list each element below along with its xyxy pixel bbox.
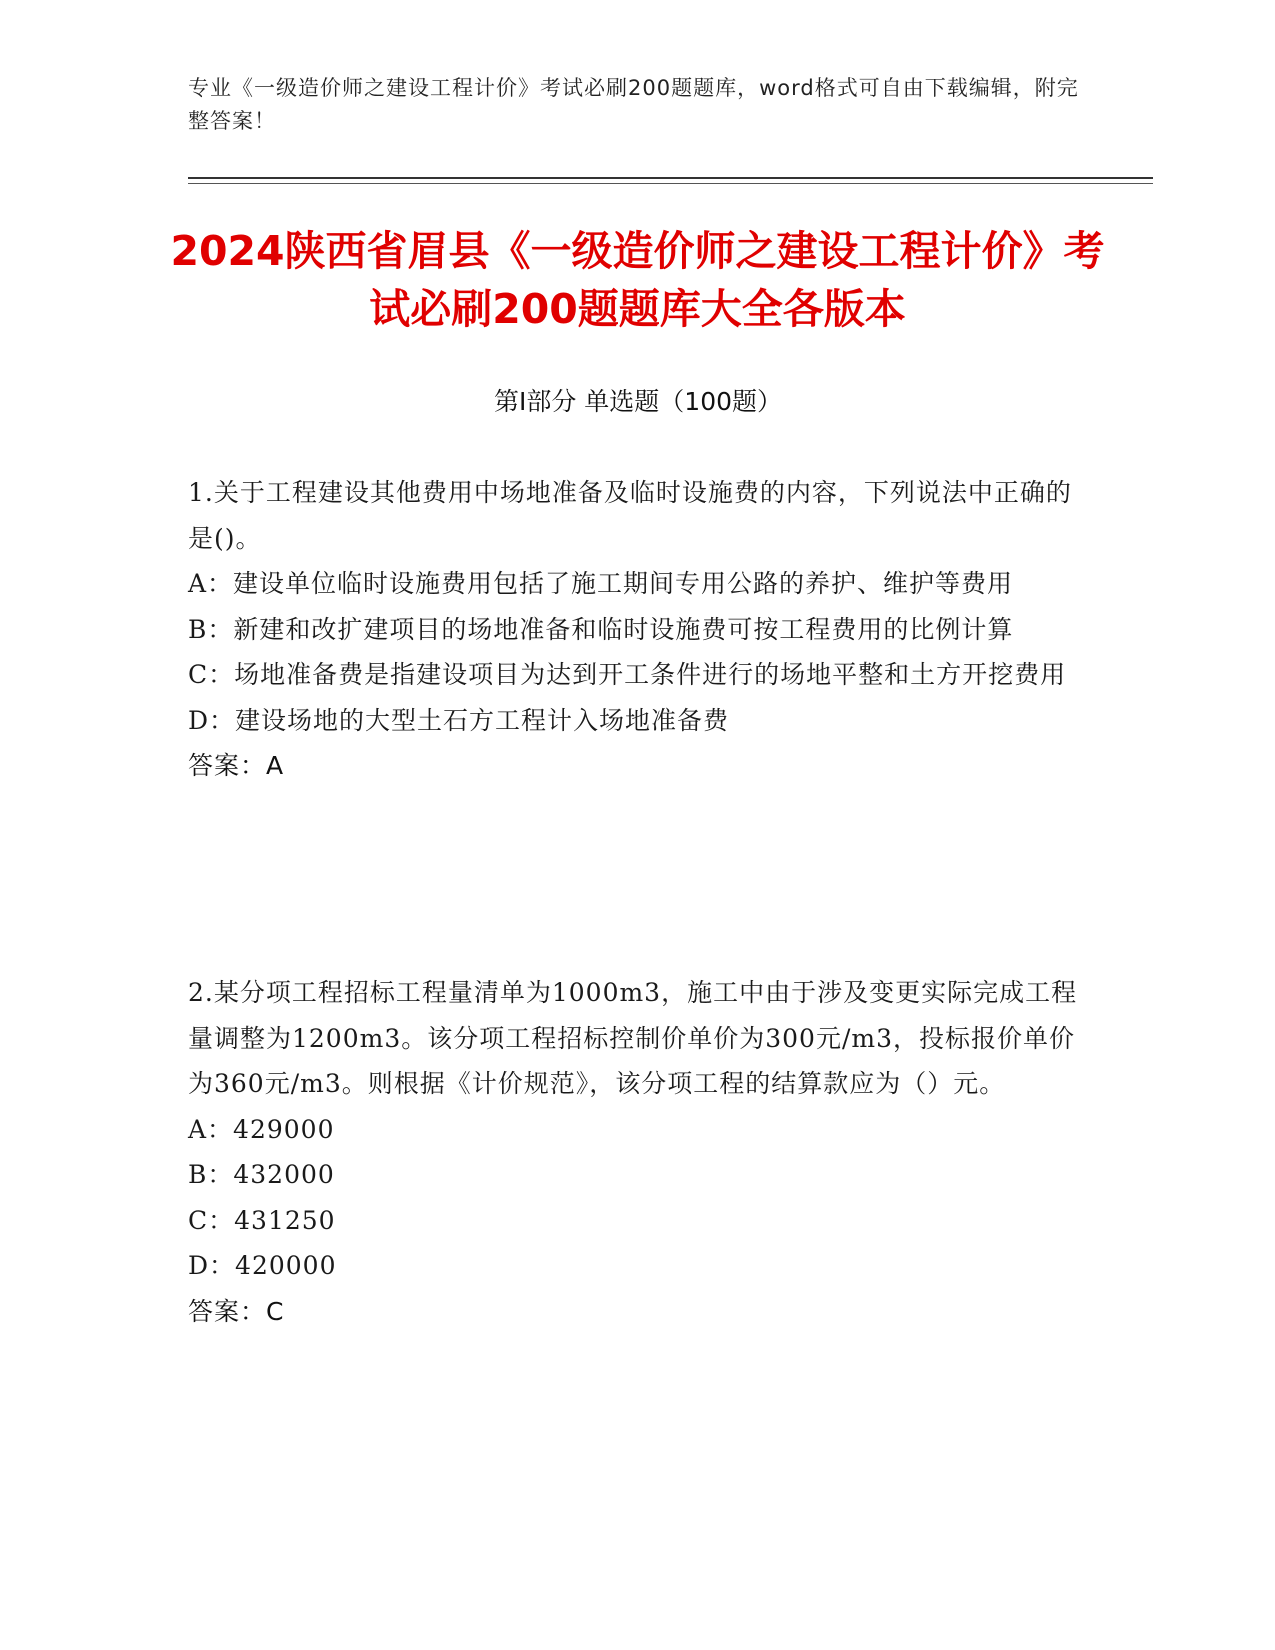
option-d: D：建设场地的大型土石方工程计入场地准备费 xyxy=(188,705,730,735)
option-a: A：429000 xyxy=(188,1114,335,1144)
option-d: D：420000 xyxy=(188,1251,337,1280)
answer: 答案：C xyxy=(188,1296,285,1326)
document-title: 2024陕西省眉县《一级造价师之建设工程计价》考试必刷200题题库大全各版本 xyxy=(170,227,1105,333)
answer: 答案：A xyxy=(188,751,285,780)
header-divider-thick xyxy=(188,177,1153,179)
question-2 xyxy=(188,970,1088,1334)
option-a: A：建设单位临时设施费用包括了施工期间专用公路的养护、维护等费用 xyxy=(188,569,1014,598)
question-stem: 2.某分项工程招标工程量清单为1000m3，施工中由于涉及变更实际完成工程量调整为1200m3。该分项工程招标控制价单价为300元/m3，投标报价单价为360元/m3。则根据《计价规范》，该分项工程的结算款应为（）元。 xyxy=(188,978,1078,1098)
option-b: B：新建和改扩建项目的场地准备和临时设施费可按工程费用的比例计算 xyxy=(188,614,1014,644)
option-b: B：432000 xyxy=(188,1160,335,1189)
option-c: C：场地准备费是指建设项目为达到开工条件进行的场地平整和土方开挖费用 xyxy=(188,660,1067,689)
section-title: 第I部分 单选题（100题） xyxy=(493,387,783,416)
option-c: C：431250 xyxy=(188,1205,336,1235)
question-stem: 1.关于工程建设其他费用中场地准备及临时设施费的内容，下列说法中正确的是()。 xyxy=(188,478,1072,553)
header-note: 专业《一级造价师之建设工程计价》考试必刷200题题库，word格式可自由下载编辑，附完整答案！ xyxy=(188,76,1079,133)
header-divider-thin xyxy=(188,183,1153,184)
question-1 xyxy=(188,470,1088,789)
